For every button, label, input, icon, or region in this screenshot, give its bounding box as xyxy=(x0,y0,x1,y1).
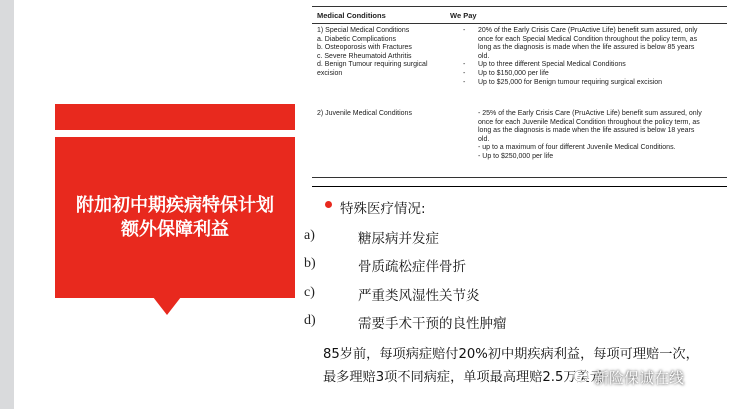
bullet-icon xyxy=(325,201,332,208)
row1-right-5: Up to $150,000 per life xyxy=(478,70,549,77)
policy-table-image xyxy=(312,6,727,178)
dash-marker: - xyxy=(463,61,466,69)
row1-right-0: 20% of the Early Crisis Care (PruActive Life) benefit sum assured, only xyxy=(478,27,698,34)
table-bottom-rule xyxy=(312,177,727,178)
row2-right-5: - Up to $250,000 per life xyxy=(478,153,554,160)
item-text-d: 需要手术干预的良性肿瘤 xyxy=(358,316,507,332)
row1-left-5: excision xyxy=(317,70,343,77)
row2-right-3: old. xyxy=(478,135,490,143)
dash-marker: - xyxy=(463,78,466,86)
row1-left-4: d. Benign Tumour requiring surgical xyxy=(317,61,428,69)
col-header-we-pay: We Pay xyxy=(450,11,477,20)
wechat-icon xyxy=(573,368,593,386)
item-text-a: 糖尿病并发症 xyxy=(358,231,439,247)
red-title-line1: 附加初中期疾病特保计划 xyxy=(76,194,274,216)
paragraph-line2: 最多理赔3项不同病症，单项最高理赔2.5万美元 xyxy=(323,370,603,385)
col-header-conditions: Medical Conditions xyxy=(317,11,386,20)
red-header-bar xyxy=(55,104,295,130)
item-label-c: c) xyxy=(304,285,315,300)
item-label-d: d) xyxy=(304,313,316,328)
dash-marker: - xyxy=(463,27,466,34)
row1-right-4: Up to three different Special Medical Conditions xyxy=(478,61,626,69)
watermark: 新险保诚在线 xyxy=(594,369,685,387)
row1-right-2: long as the diagnosis is made when the life assured is below 85 years xyxy=(478,44,695,52)
row2-right-2: long as the diagnosis is made when the life assured is below 18 years xyxy=(478,127,695,135)
row1-right-6: Up to $25,000 for Benign tumour requiring surgical excision xyxy=(478,78,663,86)
row1-left-0: 1) Special Medical Conditions xyxy=(317,27,410,34)
row2-right-1: once for each Juvenile Medical Condition throughout the policy term, as xyxy=(478,118,700,126)
row2-right-4: - up to a maximum of four different Juvenile Medical Conditions. xyxy=(478,144,676,152)
item-label-b: b) xyxy=(304,256,316,271)
item-label-a: a) xyxy=(304,228,315,243)
separator-line xyxy=(312,186,727,187)
table-header xyxy=(312,6,727,24)
row1-left-1: a. Diabetic Complications xyxy=(317,35,396,43)
left-edge-strip xyxy=(0,0,14,409)
row1-left-2: b. Osteoporosis with Fractures xyxy=(317,44,412,52)
row1-right-1: once for each Special Medical Condition throughout the policy term, as xyxy=(478,35,698,43)
dash-marker: - xyxy=(463,70,466,77)
row2-right-0: - 25% of the Early Crisis Care (PruActive Life) benefit sum assured, only xyxy=(478,110,702,117)
section-title: 特殊医疗情况: xyxy=(340,201,426,217)
item-text-c: 严重类风湿性关节炎 xyxy=(358,288,480,304)
red-title-line2: 额外保障利益 xyxy=(121,218,229,240)
row1-right-3: old. xyxy=(478,52,490,60)
row2-left: 2) Juvenile Medical Conditions xyxy=(317,110,412,117)
paragraph-line1: 85岁前，每项病症赔付20%初中期疾病利益，每项可理赔一次， xyxy=(323,347,699,362)
item-text-b: 骨质疏松症伴骨折 xyxy=(358,259,466,275)
row1-left-3: c. Severe Rheumatoid Arthritis xyxy=(317,52,412,60)
red-pointer-triangle xyxy=(153,297,181,315)
red-title-box xyxy=(55,137,295,298)
